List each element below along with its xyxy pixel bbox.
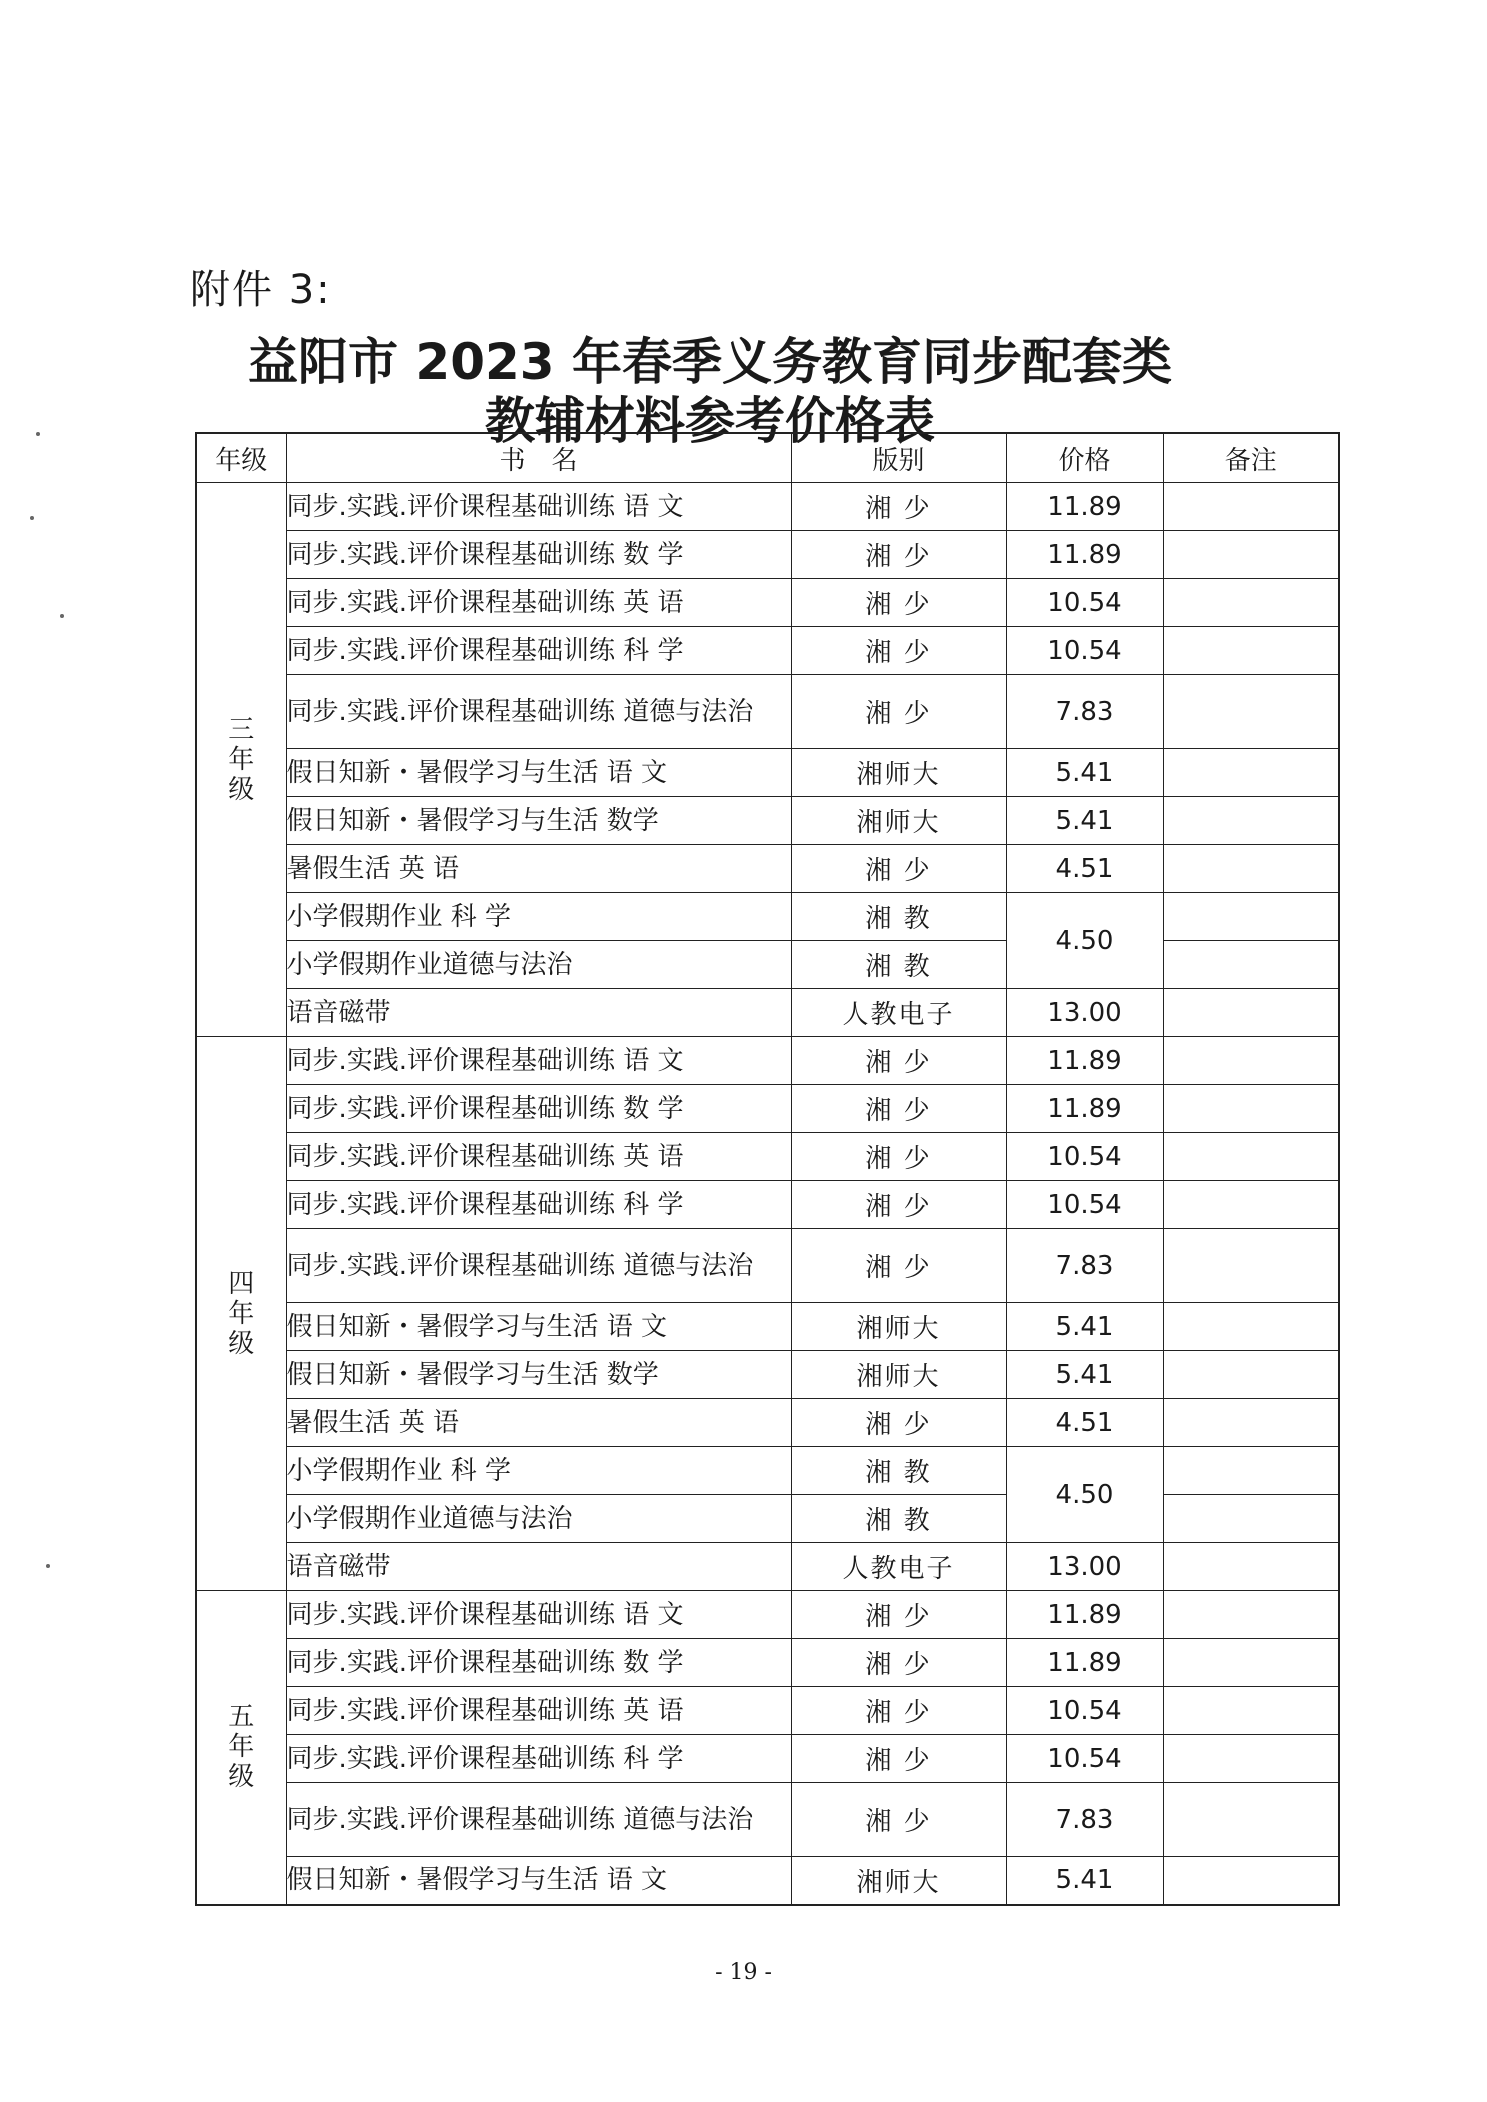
book-name-cell: 同步.实践.评价课程基础训练 英 语 <box>286 1133 791 1181</box>
publisher-cell: 湘 少 <box>791 1591 1006 1639</box>
scan-speck <box>30 516 34 520</box>
note-cell <box>1163 1591 1339 1639</box>
publisher-cell: 湘 少 <box>791 1639 1006 1687</box>
table-row <box>196 1591 1339 1639</box>
grade-cell <box>196 483 286 1037</box>
book-name-cell: 假日知新・暑假学习与生活 数学 <box>286 1351 791 1399</box>
price-cell: 4.50 <box>1006 1447 1163 1543</box>
note-cell <box>1163 1037 1339 1085</box>
price-cell: 11.89 <box>1006 1037 1163 1085</box>
note-cell <box>1163 1639 1339 1687</box>
price-cell: 4.50 <box>1006 893 1163 989</box>
table-row <box>196 1303 1339 1351</box>
note-cell <box>1163 1303 1339 1351</box>
table-row <box>196 1735 1339 1783</box>
header-note: 备注 <box>1163 433 1339 483</box>
scan-speck <box>36 432 40 436</box>
publisher-cell: 湘 少 <box>791 1181 1006 1229</box>
book-name-cell: 同步.实践.评价课程基础训练 科 学 <box>286 1735 791 1783</box>
note-cell <box>1163 893 1339 941</box>
publisher-cell: 湘 少 <box>791 1085 1006 1133</box>
table-row <box>196 1037 1339 1085</box>
table-row <box>196 1543 1339 1591</box>
grade-cell <box>196 1037 286 1591</box>
price-cell: 11.89 <box>1006 531 1163 579</box>
price-cell: 5.41 <box>1006 1303 1163 1351</box>
note-cell <box>1163 483 1339 531</box>
attachment-label: 附件 3: <box>190 267 332 313</box>
book-name-cell: 假日知新・暑假学习与生活 语 文 <box>286 1303 791 1351</box>
book-name-cell: 小学假期作业 科 学 <box>286 1447 791 1495</box>
price-cell: 13.00 <box>1006 1543 1163 1591</box>
table-row <box>196 1085 1339 1133</box>
table-row <box>196 893 1339 941</box>
publisher-cell: 湘师大 <box>791 1857 1006 1905</box>
publisher-cell: 湘 教 <box>791 893 1006 941</box>
note-cell <box>1163 1447 1339 1495</box>
table-row <box>196 1399 1339 1447</box>
note-cell <box>1163 531 1339 579</box>
publisher-cell: 湘 少 <box>791 483 1006 531</box>
price-cell: 11.89 <box>1006 1591 1163 1639</box>
table-row <box>196 1447 1339 1495</box>
table-row <box>196 579 1339 627</box>
book-name-cell: 假日知新・暑假学习与生活 语 文 <box>286 749 791 797</box>
table-row <box>196 1857 1339 1905</box>
price-cell: 10.54 <box>1006 1181 1163 1229</box>
note-cell <box>1163 675 1339 749</box>
table-row <box>196 1181 1339 1229</box>
price-cell: 13.00 <box>1006 989 1163 1037</box>
table-row <box>196 1783 1339 1857</box>
price-cell: 5.41 <box>1006 1351 1163 1399</box>
table-row <box>196 675 1339 749</box>
note-cell <box>1163 1399 1339 1447</box>
table-row <box>196 989 1339 1037</box>
note-cell <box>1163 1857 1339 1905</box>
price-cell: 10.54 <box>1006 1133 1163 1181</box>
book-name-cell: 语音磁带 <box>286 989 791 1037</box>
book-name-cell: 同步.实践.评价课程基础训练 科 学 <box>286 627 791 675</box>
price-cell: 10.54 <box>1006 627 1163 675</box>
grade-label: 四年级 <box>228 1268 255 1359</box>
grade-label: 三年级 <box>228 714 255 805</box>
book-name-cell: 暑假生活 英 语 <box>286 1399 791 1447</box>
table-header-row <box>196 433 1339 483</box>
publisher-cell: 湘 少 <box>791 1783 1006 1857</box>
table-row <box>196 1133 1339 1181</box>
publisher-cell: 湘 少 <box>791 1399 1006 1447</box>
note-cell <box>1163 1783 1339 1857</box>
table-row <box>196 627 1339 675</box>
header-grade: 年级 <box>196 433 286 483</box>
book-name-cell: 假日知新・暑假学习与生活 数学 <box>286 797 791 845</box>
note-cell <box>1163 1735 1339 1783</box>
scan-speck <box>46 1564 50 1568</box>
publisher-cell: 湘 教 <box>791 1495 1006 1543</box>
table-row <box>196 845 1339 893</box>
publisher-cell: 湘 少 <box>791 1037 1006 1085</box>
header-name: 书 名 <box>286 433 791 483</box>
table-row <box>196 941 1339 989</box>
grade-cell <box>196 1591 286 1905</box>
book-name-cell: 同步.实践.评价课程基础训练 数 学 <box>286 1639 791 1687</box>
note-cell <box>1163 1085 1339 1133</box>
scan-speck <box>60 614 64 618</box>
note-cell <box>1163 749 1339 797</box>
price-cell: 5.41 <box>1006 749 1163 797</box>
price-cell: 10.54 <box>1006 1735 1163 1783</box>
grade-label: 五年级 <box>228 1702 255 1793</box>
price-cell: 10.54 <box>1006 1687 1163 1735</box>
price-cell: 10.54 <box>1006 579 1163 627</box>
book-name-cell: 同步.实践.评价课程基础训练 语 文 <box>286 1037 791 1085</box>
price-cell: 11.89 <box>1006 483 1163 531</box>
publisher-cell: 人教电子 <box>791 989 1006 1037</box>
price-table <box>195 432 1340 1906</box>
price-cell: 7.83 <box>1006 1229 1163 1303</box>
book-name-cell: 同步.实践.评价课程基础训练 英 语 <box>286 1687 791 1735</box>
publisher-cell: 湘师大 <box>791 749 1006 797</box>
table-row <box>196 749 1339 797</box>
publisher-cell: 湘 少 <box>791 579 1006 627</box>
publisher-cell: 湘 少 <box>791 1229 1006 1303</box>
publisher-cell: 湘师大 <box>791 797 1006 845</box>
price-cell: 4.51 <box>1006 845 1163 893</box>
publisher-cell: 湘 少 <box>791 1735 1006 1783</box>
note-cell <box>1163 1229 1339 1303</box>
book-name-cell: 同步.实践.评价课程基础训练 道德与法治 <box>286 675 791 749</box>
note-cell <box>1163 1133 1339 1181</box>
table-row <box>196 1495 1339 1543</box>
book-name-cell: 同步.实践.评价课程基础训练 科 学 <box>286 1181 791 1229</box>
note-cell <box>1163 989 1339 1037</box>
note-cell <box>1163 1351 1339 1399</box>
book-name-cell: 同步.实践.评价课程基础训练 英 语 <box>286 579 791 627</box>
table-row <box>196 531 1339 579</box>
publisher-cell: 湘 少 <box>791 531 1006 579</box>
publisher-cell: 湘 少 <box>791 675 1006 749</box>
publisher-cell: 人教电子 <box>791 1543 1006 1591</box>
note-cell <box>1163 797 1339 845</box>
book-name-cell: 小学假期作业道德与法治 <box>286 941 791 989</box>
page-number: - 19 - <box>715 1960 772 1985</box>
table-row <box>196 483 1339 531</box>
table-row <box>196 1639 1339 1687</box>
book-name-cell: 语音磁带 <box>286 1543 791 1591</box>
book-name-cell: 同步.实践.评价课程基础训练 道德与法治 <box>286 1229 791 1303</box>
table-row <box>196 1229 1339 1303</box>
publisher-cell: 湘 少 <box>791 1687 1006 1735</box>
book-name-cell: 同步.实践.评价课程基础训练 道德与法治 <box>286 1783 791 1857</box>
note-cell <box>1163 1181 1339 1229</box>
book-name-cell: 小学假期作业 科 学 <box>286 893 791 941</box>
note-cell <box>1163 627 1339 675</box>
book-name-cell: 小学假期作业道德与法治 <box>286 1495 791 1543</box>
note-cell <box>1163 1687 1339 1735</box>
price-cell: 5.41 <box>1006 797 1163 845</box>
price-cell: 5.41 <box>1006 1857 1163 1905</box>
price-cell: 11.89 <box>1006 1085 1163 1133</box>
header-publisher: 版别 <box>791 433 1006 483</box>
publisher-cell: 湘 教 <box>791 1447 1006 1495</box>
table-row <box>196 1687 1339 1735</box>
note-cell <box>1163 579 1339 627</box>
note-cell <box>1163 845 1339 893</box>
note-cell <box>1163 1543 1339 1591</box>
price-cell: 7.83 <box>1006 675 1163 749</box>
note-cell <box>1163 1495 1339 1543</box>
document-title-line2: 教辅材料参考价格表 <box>485 392 935 450</box>
book-name-cell: 同步.实践.评价课程基础训练 语 文 <box>286 1591 791 1639</box>
table-row <box>196 797 1339 845</box>
price-cell: 11.89 <box>1006 1639 1163 1687</box>
table-row <box>196 1351 1339 1399</box>
book-name-cell: 暑假生活 英 语 <box>286 845 791 893</box>
price-cell: 4.51 <box>1006 1399 1163 1447</box>
book-name-cell: 假日知新・暑假学习与生活 语 文 <box>286 1857 791 1905</box>
publisher-cell: 湘 教 <box>791 941 1006 989</box>
publisher-cell: 湘 少 <box>791 1133 1006 1181</box>
book-name-cell: 同步.实践.评价课程基础训练 语 文 <box>286 483 791 531</box>
publisher-cell: 湘师大 <box>791 1351 1006 1399</box>
header-price: 价格 <box>1006 433 1163 483</box>
publisher-cell: 湘师大 <box>791 1303 1006 1351</box>
book-name-cell: 同步.实践.评价课程基础训练 数 学 <box>286 1085 791 1133</box>
publisher-cell: 湘 少 <box>791 627 1006 675</box>
table-body <box>196 483 1339 1905</box>
note-cell <box>1163 941 1339 989</box>
book-name-cell: 同步.实践.评价课程基础训练 数 学 <box>286 531 791 579</box>
price-cell: 7.83 <box>1006 1783 1163 1857</box>
publisher-cell: 湘 少 <box>791 845 1006 893</box>
document-title-line1: 益阳市 2023 年春季义务教育同步配套类 <box>248 333 1172 391</box>
